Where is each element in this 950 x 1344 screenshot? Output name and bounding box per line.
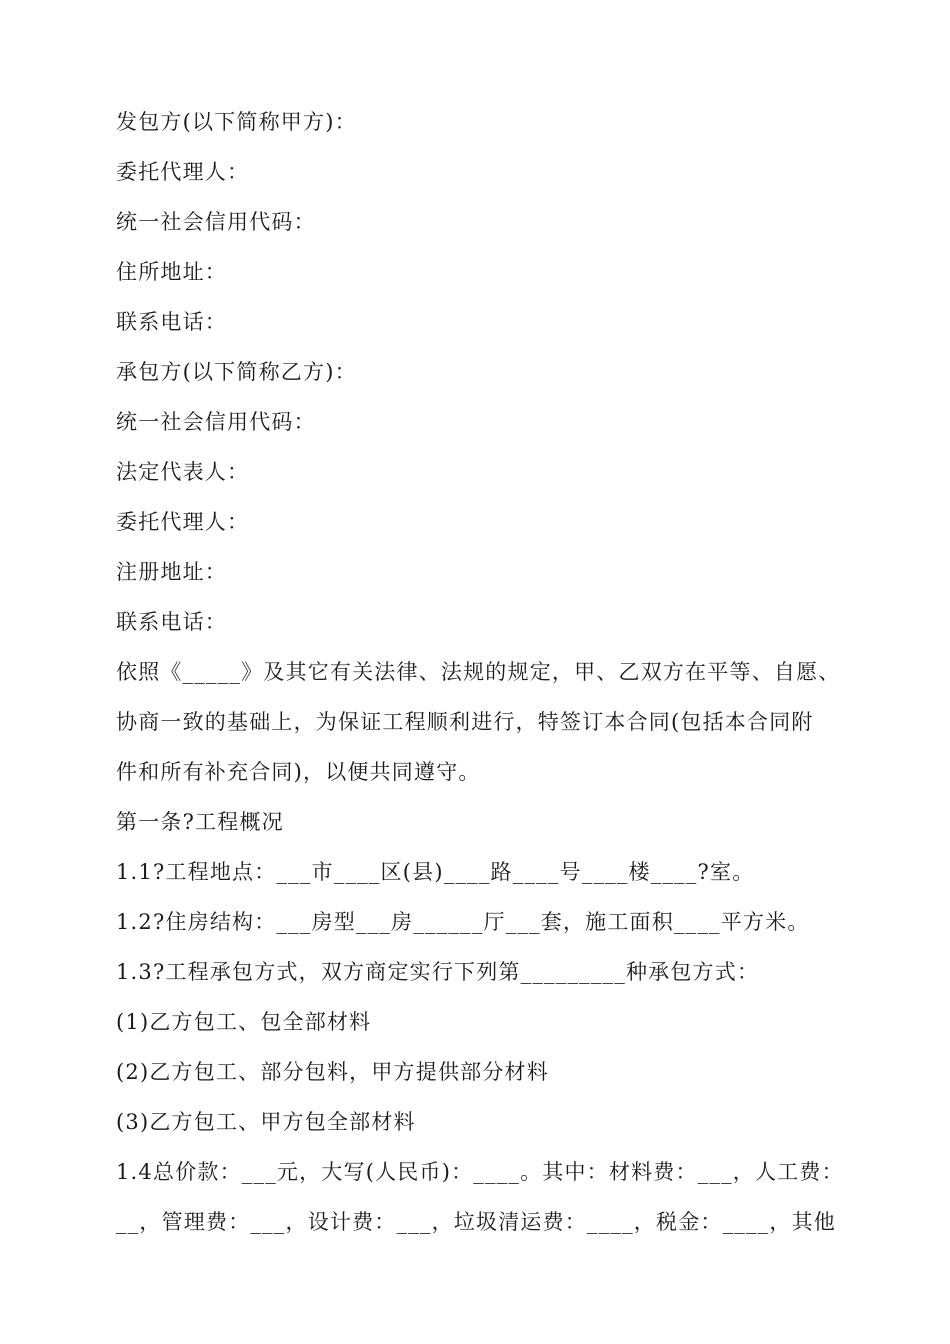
clause-1-2: 1.2?住房结构：___房型___房______厅___套，施工面积____平方米。 (116, 910, 810, 934)
preamble-line-3: 件和所有补充合同)，以便共同遵守。 (116, 760, 481, 784)
party-a-heading: 发包方(以下简称甲方)： (116, 110, 357, 134)
party-b-phone: 联系电话： (116, 610, 227, 634)
clause-1-1: 1.1?工程地点：___市____区(县)____路____号____楼____?室。 (116, 860, 755, 884)
contract-text (116, 97, 856, 1247)
party-b-legal-rep: 法定代表人： (116, 460, 250, 484)
option-3: (3)乙方包工、甲方包全部材料 (116, 1110, 416, 1134)
party-b-credit-code: 统一社会信用代码： (116, 410, 316, 434)
party-b-agent: 委托代理人： (116, 510, 250, 534)
preamble-line-1: 依照《_____》及其它有关法律、法规的规定，甲、乙双方在平等、自愿、 (116, 660, 841, 684)
party-b-heading: 承包方(以下简称乙方)： (116, 360, 357, 384)
clause-1-3: 1.3?工程承包方式，双方商定实行下列第_________种承包方式： (116, 960, 760, 984)
article-1-heading: 第一条?工程概况 (116, 810, 284, 834)
clause-1-4-line-2: __，管理费：___，设计费：___，垃圾清运费：____，税金：____，其他 (116, 1210, 836, 1234)
preamble-line-2: 协商一致的基础上，为保证工程顺利进行，特签订本合同(包括本合同附 (116, 710, 814, 734)
option-1: (1)乙方包工、包全部材料 (116, 1010, 372, 1034)
party-a-credit-code: 统一社会信用代码： (116, 210, 316, 234)
party-a-phone: 联系电话： (116, 310, 227, 334)
option-2: (2)乙方包工、部分包料，甲方提供部分材料 (116, 1060, 549, 1084)
party-a-address: 住所地址： (116, 260, 227, 284)
party-b-address: 注册地址： (116, 560, 227, 584)
clause-1-4-line-1: 1.4总价款：___元，大写(人民币)：____。其中：材料费：___，人工费： (116, 1160, 844, 1184)
party-a-agent: 委托代理人： (116, 160, 250, 184)
